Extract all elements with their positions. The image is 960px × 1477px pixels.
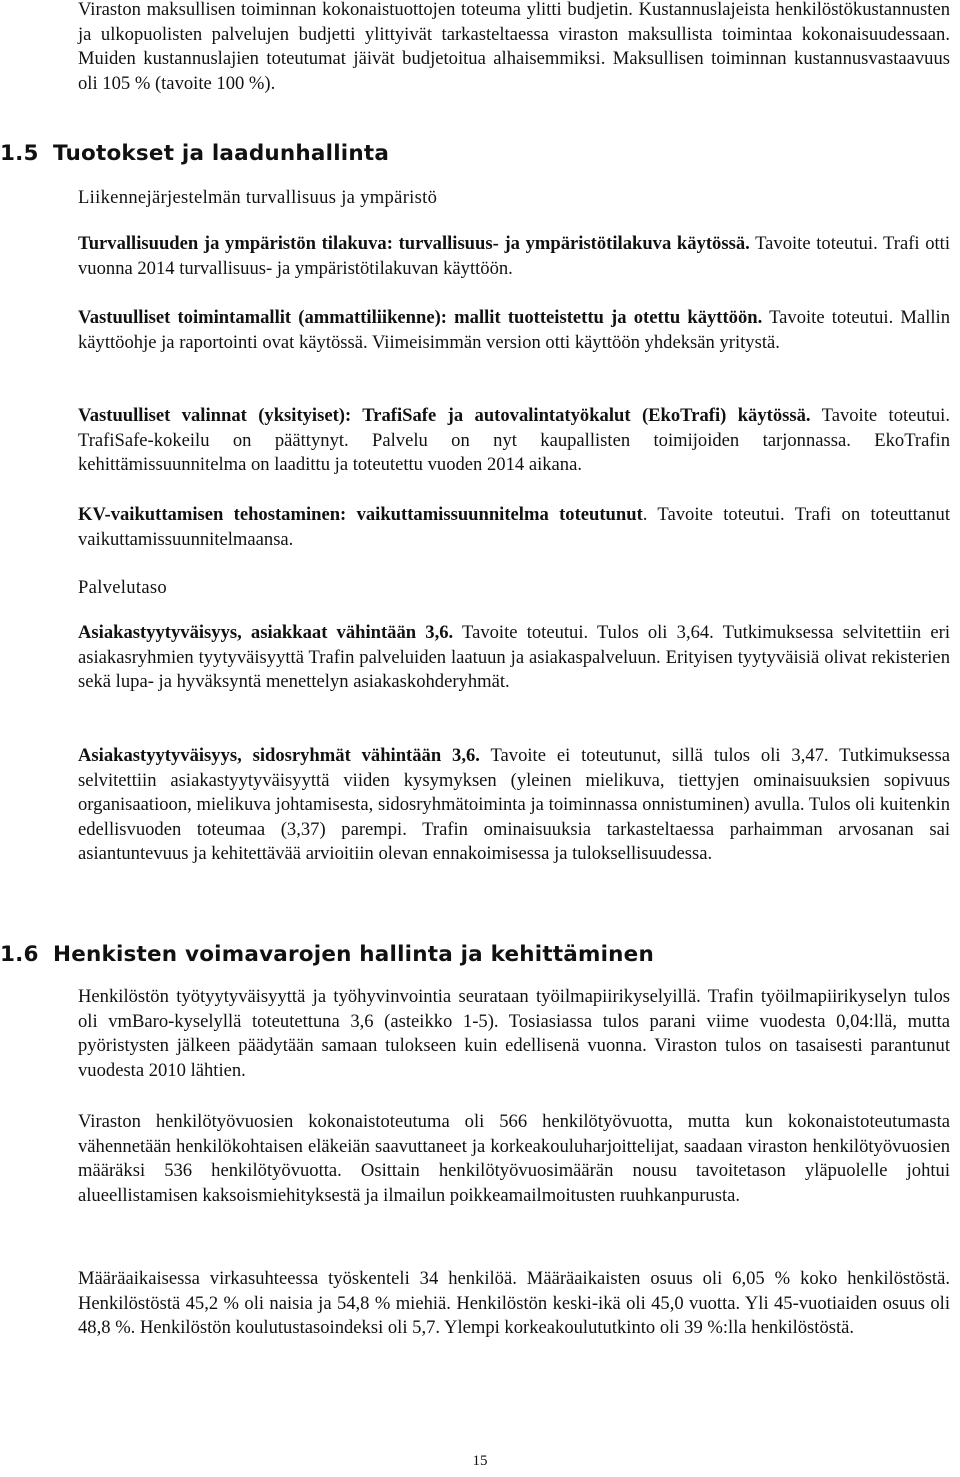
result-item-tilakuva xyxy=(78,232,950,281)
paragraph-henkilosto: Määräaikaisessa virkasuhteessa työskenteli 34 henkilöä. Määräaikaisten osuus oli 6,05 % koko henkilöstöstä. Henkilöstöstä 45,2 % oli naisia ja 54,8 % miehiä. Henkilöstön keski-ikä oli 45,0 vuotta. Yli 45-vuotiaiden osuus oli 48,8 %. Henkilöstön koulutustasoindeksi oli 5,7. Ylempi korkeakoulututkinto oli 39 %:lla henkilöstöstä. xyxy=(78,1268,950,1338)
section-heading-1-5 xyxy=(0,141,389,166)
result-item-asiakkaat xyxy=(78,621,950,695)
result-item-text: Tavoite ei toteutunut, sillä tulos oli 3,47. Tutkimuksessa selvitettiin asiakastyytyväisyyttä viiden kysymyksen (yleinen mielikuva, tiettyjen ominaisuuksien sopivuus organisaatioon, mielikuva johtamisesta, sidosryhmätoiminta ja toiminnassa onnistuminen) avulla. Tulos oli kuitenkin edellisvuoden toteumaa (3,37) parempi. Trafin ominaisuuksia tarkasteltaessa parhaimman arvosanan sai asiantuntevuus ja kehitettävää arvioitiin olevan ennakoimisessa ja tuloksellisuudessa. xyxy=(78,745,951,864)
result-item-valinnat xyxy=(78,404,950,478)
result-item-text: Tavoite toteutui. TrafiSafe-kokeilu on päättynyt. Palvelu on nyt kaupallisten toimijoiden tarjonnassa. EkoTrafin kehittämissuunnitelma on laadittu ja toteutettu vuoden 2014 aikana. xyxy=(78,405,950,475)
result-item-text: Tavoite toteutui. Tulos oli 3,64. Tutkimuksessa selvitettiin eri asiakasryhmien tyytyväisyyttä Trafin palveluiden laatuun ja asiakaspalveluun. Erityisen tyytyväisiä olivat rekisterien sekä lupa- ja hyväksyntä menettelyn asiakaskohderyhmät. xyxy=(78,622,951,692)
result-item-text: . Tavoite toteutui. Trafi on toteuttanut vaikuttamissuunnitelmaansa. xyxy=(78,504,950,550)
result-item-toimintamallit xyxy=(78,306,950,355)
subheading-turvallisuus: Liikennejärjestelmän turvallisuus ja ympäristö xyxy=(78,187,438,208)
result-item-kv-vaikuttaminen xyxy=(78,503,950,552)
paragraph-tyotyytyvaisyys: Henkilöstön työtyytyväisyyttä ja työhyvinvointia seurataan työilmapiirikyselyillä. Trafin työilmapiirikyselyn tulos oli vmBaro-kyselyllä toteutettuna 3,6 (asteikko 1-5). Tosiasiassa tulos parani viime vuodesta 0,04:llä, mutta pyöristysten jälkeen päädytään samaan tulokseen kuin edellisenä vuonna. Viraston tulos on tasaisesti parantunut vuodesta 2010 lähtien. xyxy=(78,986,950,1081)
result-item-title: KV-vaikuttamisen tehostaminen: vaikuttamissuunnitelma toteutunut xyxy=(78,504,643,525)
section-heading-1-6 xyxy=(0,942,654,967)
result-item-sidosryhmat xyxy=(78,744,950,867)
section-number: 1.6 xyxy=(0,942,39,967)
intro-paragraph: Viraston maksullisen toiminnan kokonaistuottojen toteuma ylitti budjetin. Kustannuslajeista henkilöstökustannusten ja ulkopuolisten palvelujen budjetti ylittyivät tarkasteltaessa viraston maksullista toimintaa kokonaisuudessaan. Muiden kustannuslajien toteutumat jäivät budjetoitua alhaisemmiksi. Maksullisen toiminnan kustannusvastaavuus oli 105 % (tavoite 100 %). xyxy=(78,0,950,94)
result-item-title: Asiakastyytyväisyys, sidosryhmät vähintään 3,6. xyxy=(78,745,480,766)
result-item-text: Tavoite toteutui. Mallin käyttöohje ja raportointi ovat käytössä. Viimeisimmän version otti käyttöön yhdeksän yritystä. xyxy=(78,307,950,353)
result-item-text: Tavoite toteutui. Trafi otti vuonna 2014 turvallisuus- ja ympäristötilakuvan käyttöön. xyxy=(78,233,951,279)
result-item-title: Asiakastyytyväisyys, asiakkaat vähintään 3,6. xyxy=(78,622,454,643)
result-item-title: Vastuulliset toimintamallit (ammattiliikenne): mallit tuotteistettu ja otettu käyttöön. xyxy=(78,307,763,328)
result-item-title: Turvallisuuden ja ympäristön tilakuva: turvallisuus- ja ympäristötilakuva käytössä. xyxy=(78,233,750,254)
section-title: Tuotokset ja laadunhallinta xyxy=(53,141,390,166)
subheading-palvelutaso: Palvelutaso xyxy=(78,577,168,598)
section-title: Henkisten voimavarojen hallinta ja kehittäminen xyxy=(53,942,654,967)
result-item-title: Vastuulliset valinnat (yksityiset): TrafiSafe ja autovalintatyökalut (EkoTrafi) käytössä. xyxy=(78,405,811,426)
page-number: 15 xyxy=(472,1453,488,1469)
section-number: 1.5 xyxy=(0,141,39,166)
paragraph-henkilotyovuodet: Viraston henkilötyövuosien kokonaistoteutuma oli 566 henkilötyövuotta, mutta kun kokonaistoteutumasta vähennetään henkilökohtaisen eläkeiän saavuttaneet ja korkeakouluharjoittelijat, saadaan viraston henkilötyövuosien määräksi 536 henkilötyövuotta. Osittain henkilötyövuosimäärän nousu tavoitetason yläpuolelle johtui alueellistamisen kaksoismiehityksestä ja ilmailun poikkeamailmoitusten ruuhkanpurusta. xyxy=(78,1111,950,1206)
